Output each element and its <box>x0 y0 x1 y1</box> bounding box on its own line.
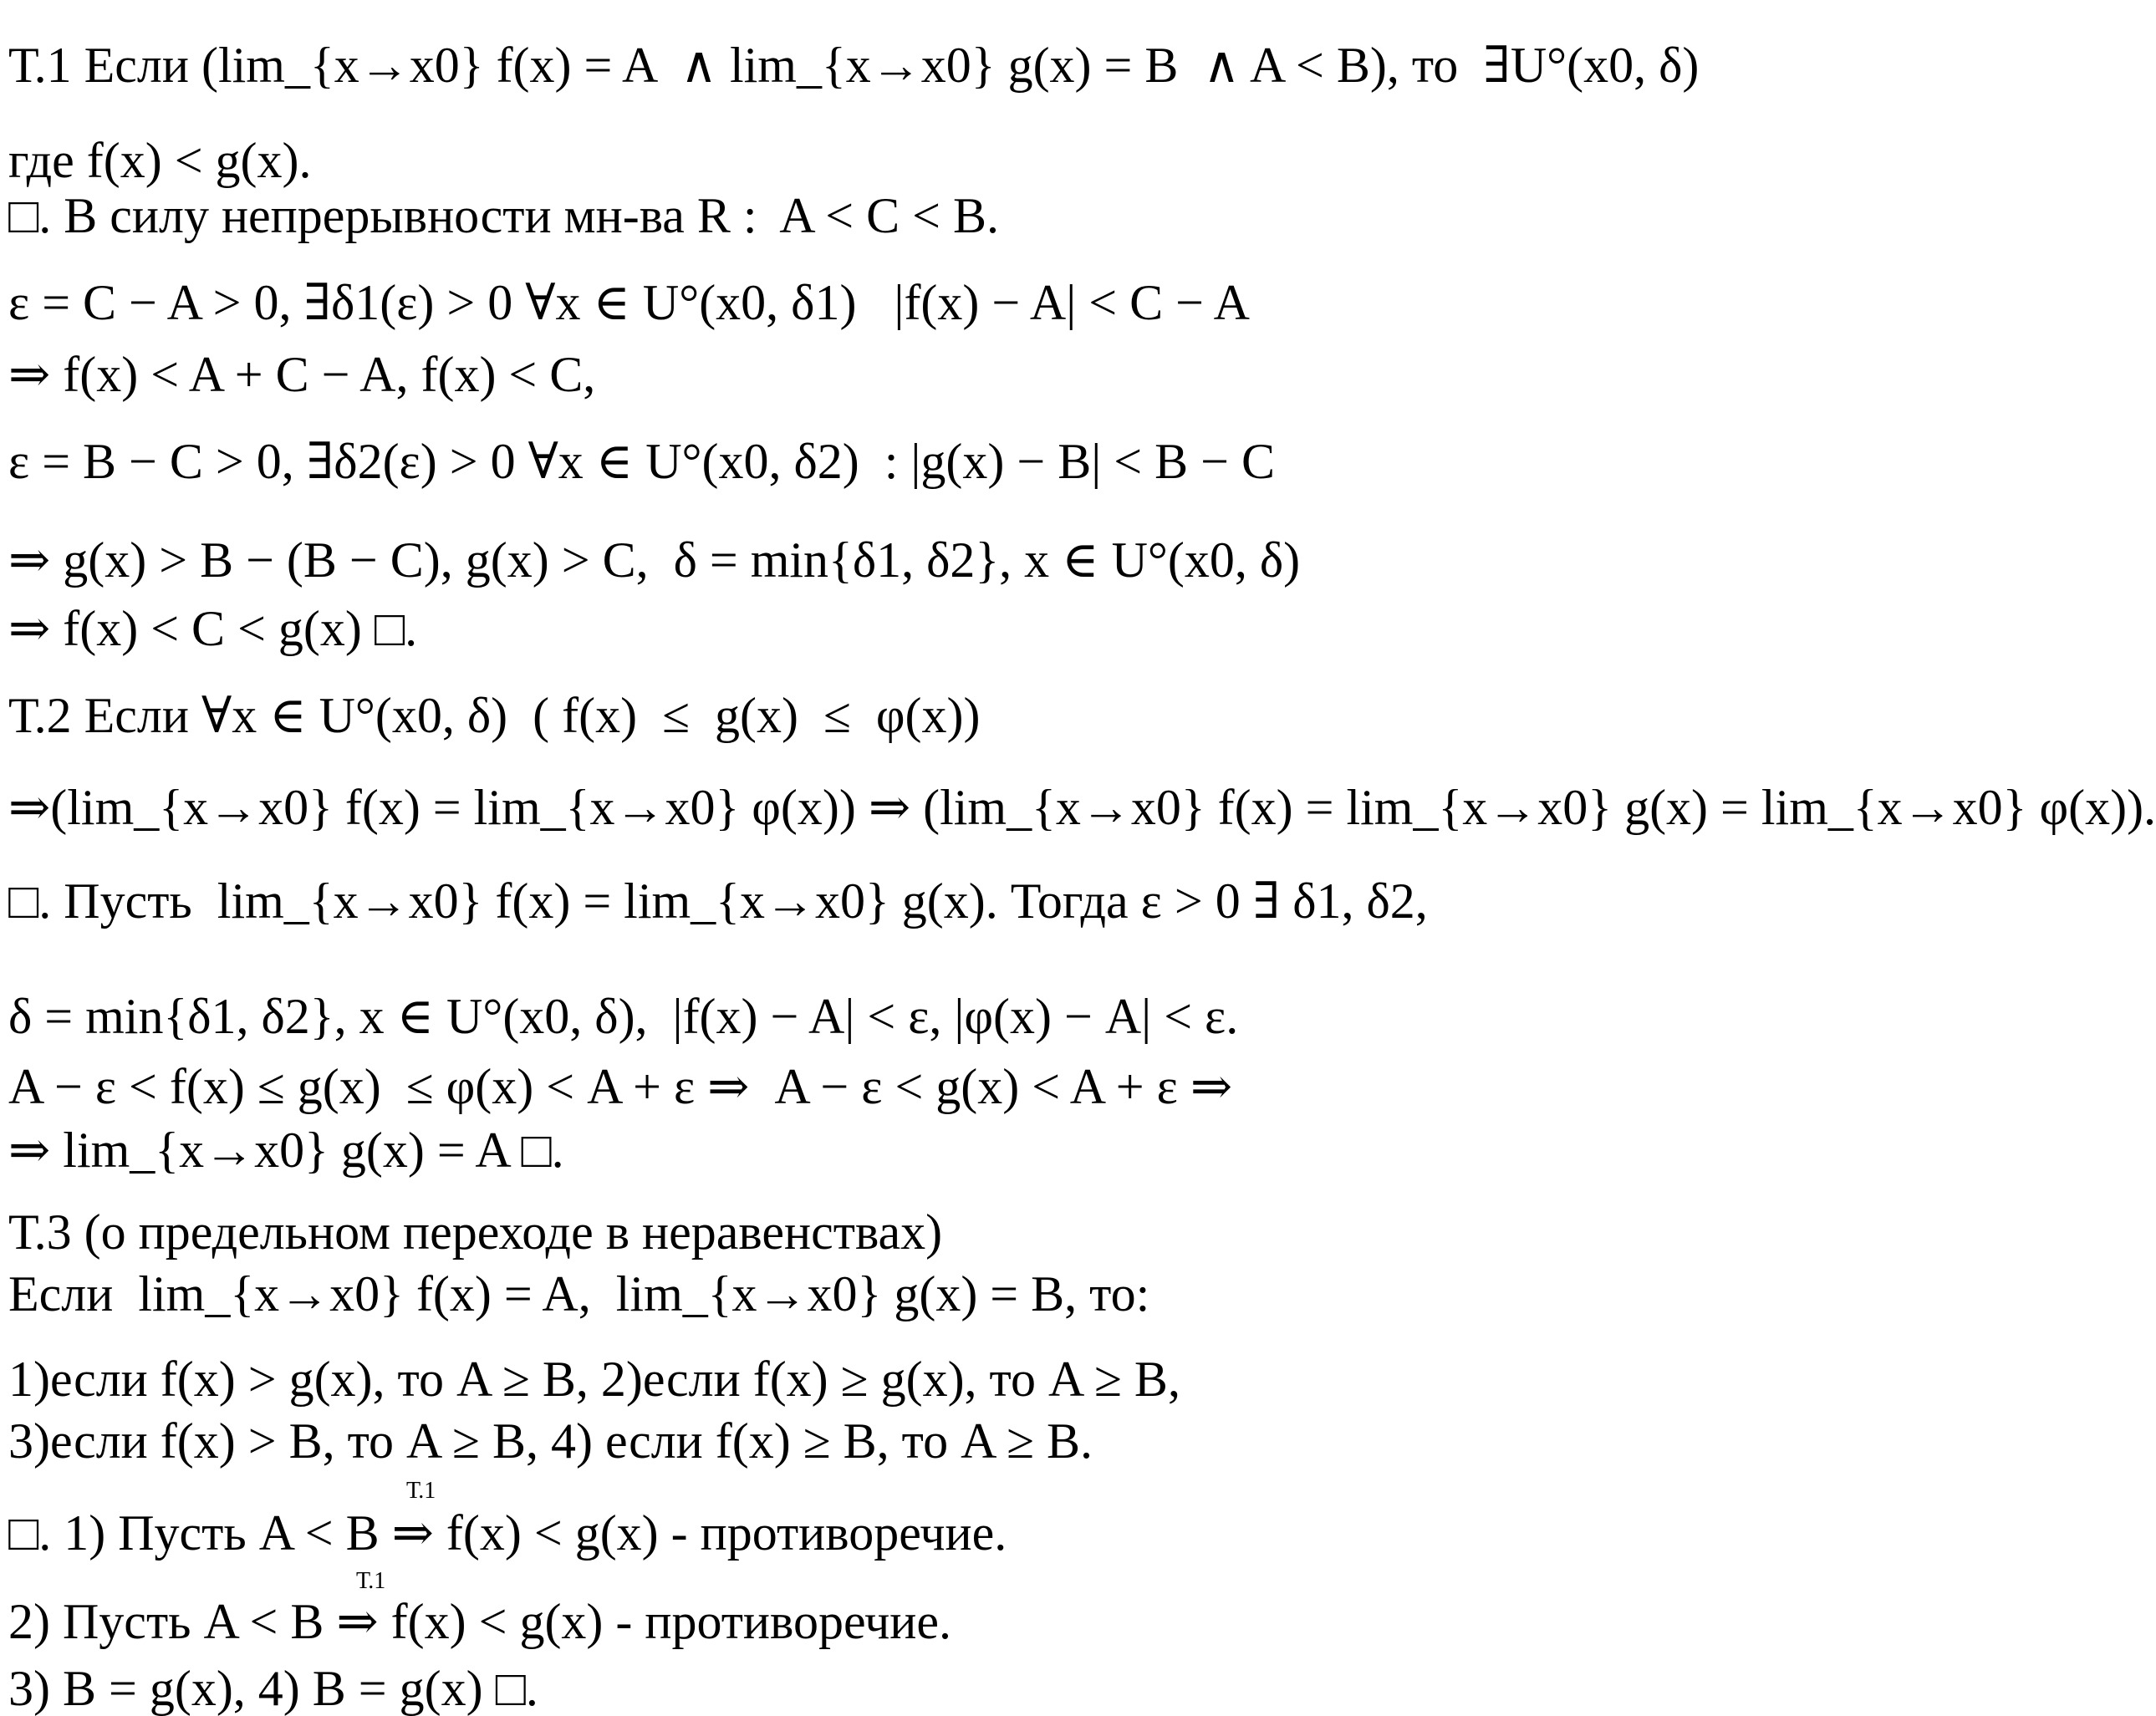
proof-3-line-2: 2) Пусть A < B ⇒ f(x) < g(x) - противоречие. <box>8 1594 952 1649</box>
proof-1-line-1: □. В силу непрерывности мн-ва R : A < C < B. <box>8 188 999 243</box>
theorem-3-items-1-2: 1)если f(x) > g(x), то A ≥ B, 2)если f(x) ≥ g(x), то A ≥ B, <box>8 1352 1180 1407</box>
theorem-2-implication: ⇒(lim_{x→x0} f(x) = lim_{x→x0} φ(x)) ⇒ (lim_{x→x0} f(x) = lim_{x→x0} g(x) = lim_{x→x0} φ(x)). <box>8 780 2156 835</box>
theorem-3-if: Если lim_{x→x0} f(x) = A, lim_{x→x0} g(x) = B, то: <box>8 1266 1150 1321</box>
proof-2-line-1: □. Пусть lim_{x→x0} f(x) = lim_{x→x0} g(x). Тогда ε > 0 ∃ δ1, δ2, <box>8 873 1428 929</box>
theorem-3-title: Т.3 (о предельном переходе в неравенствах) <box>8 1204 943 1260</box>
proof-2-line-2: δ = min{δ1, δ2}, x ∈ U°(x0, δ), |f(x) − A| < ε, |φ(x) − A| < ε. <box>8 989 1239 1044</box>
proof-3-line-3: 3) B = g(x), 4) B = g(x) □. <box>8 1661 538 1716</box>
proof-2-line-3: A − ε < f(x) ≤ g(x) ≤ φ(x) < A + ε ⇒ A − ε < g(x) < A + ε ⇒ <box>8 1059 1233 1114</box>
theorem-3-items-3-4: 3)если f(x) > B, то A ≥ B, 4) если f(x) ≥ B, то A ≥ B. <box>8 1413 1093 1469</box>
theorem-1-statement: Т.1 Если (lim_{x→x0} f(x) = A ∧ lim_{x→x0} g(x) = B ∧ A < B), то ∃U°(x0, δ) <box>8 38 1700 93</box>
theorem-1-conclusion: где f(x) < g(x). <box>8 133 312 188</box>
proof-1-line-6: ⇒ f(x) < C < g(x) □. <box>8 601 418 656</box>
proof-2-line-4: ⇒ lim_{x→x0} g(x) = A □. <box>8 1123 564 1178</box>
ref-t1-above-2: Т.1 <box>356 1568 386 1594</box>
proof-1-line-3: ⇒ f(x) < A + C − A, f(x) < C, <box>8 347 596 402</box>
theorem-2-statement: Т.2 Если ∀x ∈ U°(x0, δ) ( f(x) ≤ g(x) ≤ φ(x)) <box>8 688 981 743</box>
proof-1-line-2: ε = C − A > 0, ∃δ1(ε) > 0 ∀x ∈ U°(x0, δ1) |f(x) − A| < C − A <box>8 275 1250 330</box>
proof-1-line-5: ⇒ g(x) > B − (B − C), g(x) > C, δ = min{δ1, δ2}, x ∈ U°(x0, δ) <box>8 532 1301 588</box>
proof-1-line-4: ε = B − C > 0, ∃δ2(ε) > 0 ∀x ∈ U°(x0, δ2) : |g(x) − B| < B − C <box>8 434 1275 489</box>
proof-3-line-1: □. 1) Пусть A < B ⇒ f(x) < g(x) - противоречие. <box>8 1505 1007 1561</box>
ref-t1-above-1: Т.1 <box>406 1478 436 1504</box>
